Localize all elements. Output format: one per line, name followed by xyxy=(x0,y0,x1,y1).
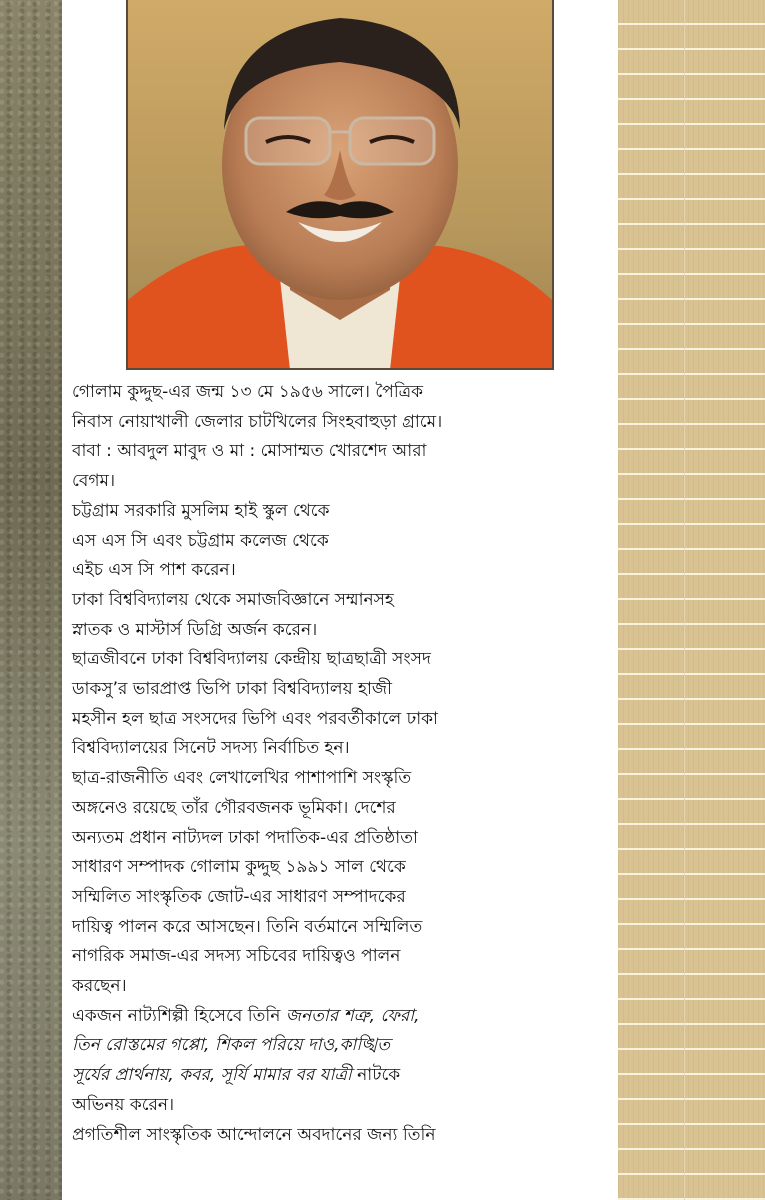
right-paper-strip xyxy=(618,0,765,1200)
bio-line: মহসীন হল ছাত্র সংসদের ভিপি এবং পরবর্তীকালে ঢাকা xyxy=(72,708,438,729)
bio-line: বেগম। xyxy=(72,471,116,492)
bio-line: স্নাতক ও মাস্টার্স ডিগ্রি অর্জন করেন। xyxy=(72,619,318,640)
drama-titles-italic: জনতার শত্রু, ফেরা, xyxy=(285,1005,420,1026)
bio-line: ডাকসু’র ভারপ্রাপ্ত ভিপি ঢাকা বিশ্ববিদ্যালয় হাজী xyxy=(72,679,392,700)
bio-line: দায়িত্ব পালন করে আসছেন। তিনি বর্তমানে সম্মিলিত xyxy=(72,916,423,937)
glasses-left-lens xyxy=(246,118,330,164)
bio-line: ছাত্র-রাজনীতি এবং লেখালেখির পাশাপাশি সংস্কৃতি xyxy=(72,768,412,789)
biography-text xyxy=(72,378,612,1150)
bio-line: গোলাম কুদ্দুছ-এর জন্ম ১৩ মে ১৯৫৬ সালে। পৈত্রিক xyxy=(72,382,424,402)
bio-line: সাধারণ সম্পাদক গোলাম কুদ্দুছ ১৯৯১ সাল থেকে xyxy=(72,857,406,878)
drama-suffix: নাটকে xyxy=(351,1065,401,1086)
drama-line xyxy=(72,1002,612,1032)
drama-titles-italic: তিন রোস্তমের গপ্পো, শিকল পরিয়ে দাও,কাঙ্খিত xyxy=(72,1035,390,1056)
bio-line: চট্টগ্রাম সরকারি মুসলিম হাই স্কুল থেকে xyxy=(72,500,330,521)
bio-line: বিশ্ববিদ্যালয়ের সিনেট সদস্য নির্বাচিত হন। xyxy=(72,738,350,759)
bio-line: করছেন। xyxy=(72,976,127,997)
drama-prefix: একজন নাট্যশিল্পী হিসেবে তিনি xyxy=(72,1005,286,1026)
drama-titles-italic: সূর্যের প্রার্থনায়, কবর, সূর্যি মামার বর যাত্রী xyxy=(72,1065,352,1086)
bio-line: এস এস সি এবং চট্টগ্রাম কলেজ থেকে xyxy=(72,530,329,551)
bio-line: অভিনয় করেন। xyxy=(72,1094,175,1115)
bio-line: বাবা : আবদুল মাবুদ ও মা : মোসাম্মত খোরশেদ আরা xyxy=(72,441,427,462)
bio-line: নিবাস নোয়াখালী জেলার চাটখিলের সিংহবাহুড়া গ্রামে। xyxy=(72,411,443,432)
author-portrait-photo xyxy=(126,0,554,370)
portrait-illustration xyxy=(128,0,552,370)
bio-line: সম্মিলিত সাংস্কৃতিক জোট-এর সাধারণ সম্পাদকের xyxy=(72,886,406,907)
left-texture-strip xyxy=(0,0,62,1200)
paper-fold-line xyxy=(684,0,685,1200)
bio-line: অঙ্গনেও রয়েছে তাঁর গৌরবজনক ভূমিকা। দেশের xyxy=(72,797,396,818)
bio-line: নাগরিক সমাজ-এর সদস্য সচিবের দায়িত্বও পালন xyxy=(72,946,401,967)
bio-line: এইচ এস সি পাশ করেন। xyxy=(72,560,236,581)
bio-line: ছাত্রজীবনে ঢাকা বিশ্ববিদ্যালয় কেন্দ্রীয় ছাত্রছাত্রী সংসদ xyxy=(72,649,431,670)
bio-line: অন্যতম প্রধান নাট্যদল ঢাকা পদাতিক-এর প্রতিষ্ঠাতা xyxy=(72,827,418,848)
bio-line: প্রগতিশীল সাংস্কৃতিক আন্দোলনে অবদানের জন্য তিনি xyxy=(72,1124,436,1145)
drama-line xyxy=(72,1061,612,1091)
glasses-right-lens xyxy=(350,118,434,164)
bio-line: ঢাকা বিশ্ববিদ্যালয় থেকে সমাজবিজ্ঞানে সম্মানসহ xyxy=(72,589,394,610)
